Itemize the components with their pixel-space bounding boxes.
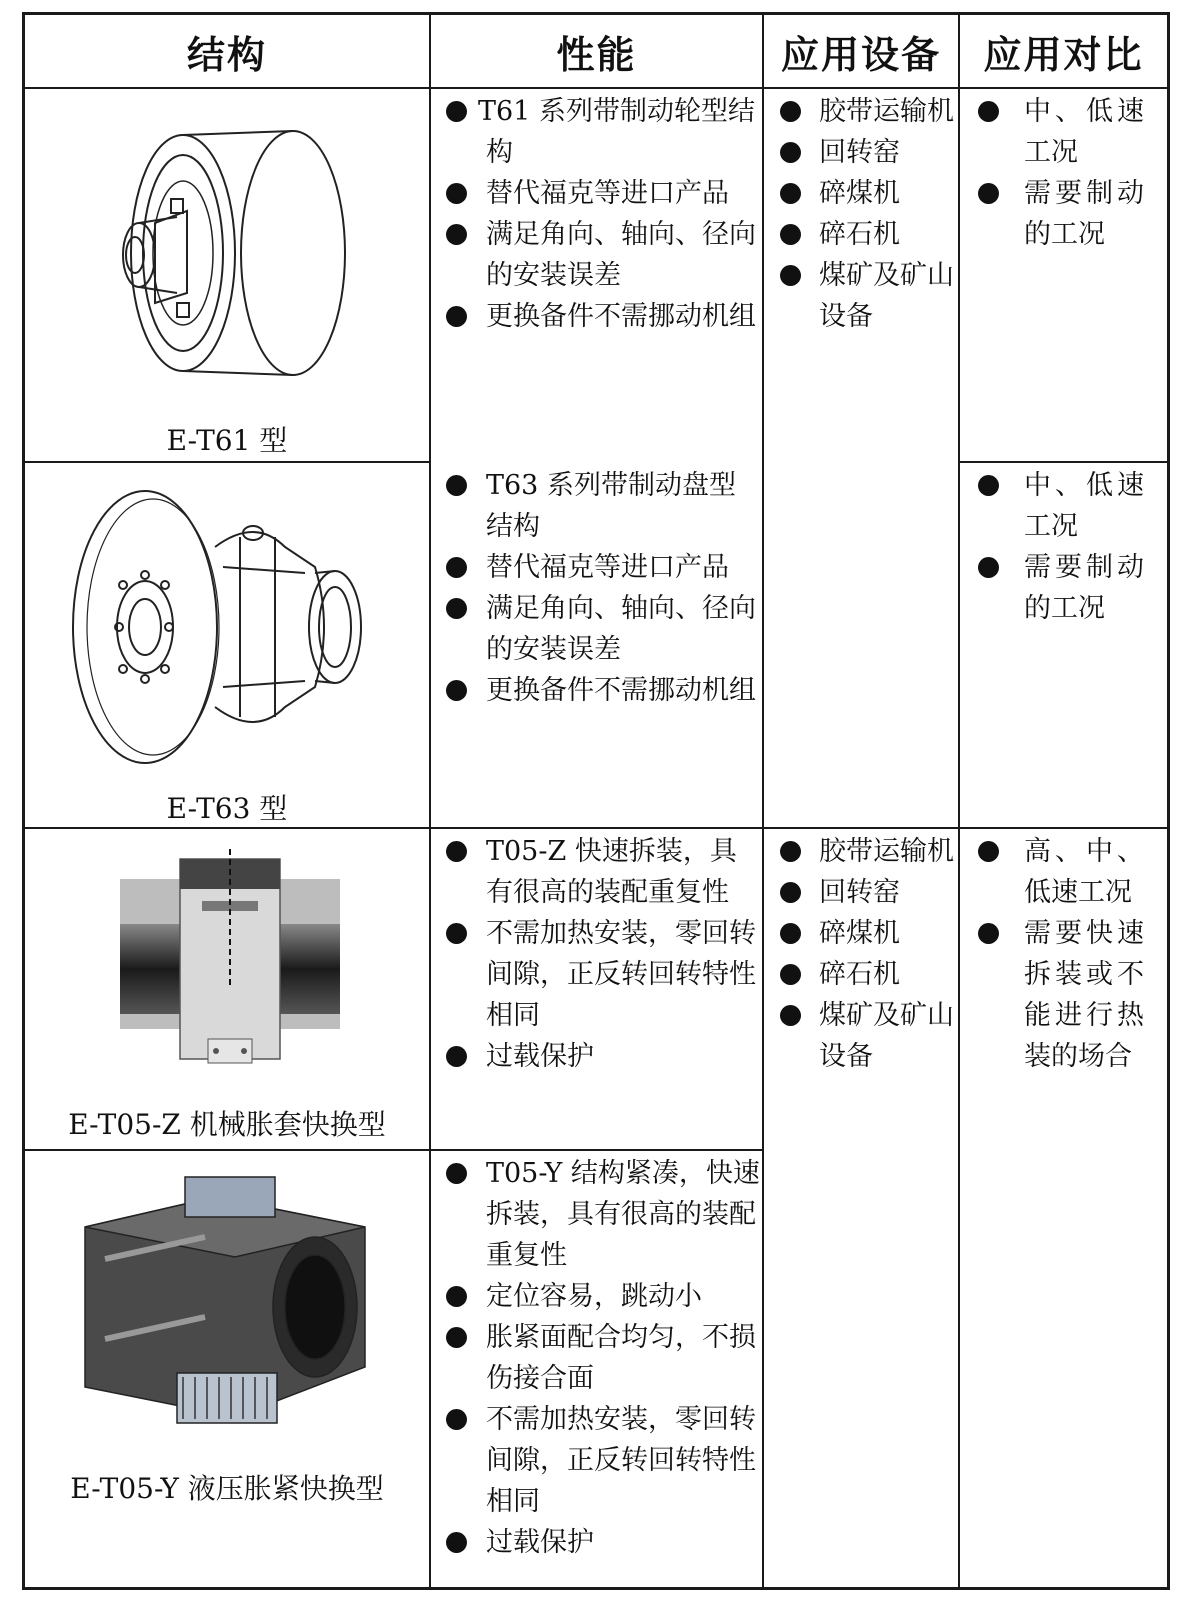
column-divider-1 xyxy=(429,12,431,1590)
performance-item: 胀紧面配合均匀，不损伤接合面 xyxy=(442,1317,760,1399)
bullet-icon xyxy=(780,265,801,286)
header-structure: 结构 xyxy=(186,31,267,77)
bullet-icon xyxy=(780,923,801,944)
comparison-item: 高、中、低速工况 xyxy=(964,831,1144,913)
bullet-icon xyxy=(446,1327,467,1348)
performance-item: 满足角向、轴向、径向的安装误差 xyxy=(442,214,758,296)
bullet-icon xyxy=(780,841,801,862)
performance-item: 过载保护 xyxy=(442,1036,760,1077)
comparison-cell-t05 xyxy=(964,831,1144,1077)
comparison-item: 中、低速工况 xyxy=(964,465,1144,547)
header-performance: 性能 xyxy=(556,31,637,77)
bullet-icon xyxy=(446,557,467,578)
bullet-icon xyxy=(780,224,801,245)
bullet-icon xyxy=(978,557,999,578)
bullet-icon xyxy=(446,183,467,204)
bullet-icon xyxy=(446,306,467,327)
application-item: 煤矿及矿山设备 xyxy=(774,995,954,1077)
bullet-icon xyxy=(978,841,999,862)
application-item: 回转窑 xyxy=(774,132,954,173)
comparison-item: 需要制动的工况 xyxy=(964,173,1144,255)
application-cell-group-2 xyxy=(774,831,954,1077)
performance-item: 替代福克等进口产品 xyxy=(442,173,758,214)
bullet-icon xyxy=(446,475,467,496)
application-item: 碎煤机 xyxy=(774,173,954,214)
bullet-icon xyxy=(446,841,467,862)
performance-cell-t63 xyxy=(442,465,758,711)
bullet-icon xyxy=(780,101,801,122)
application-item: 碎煤机 xyxy=(774,913,954,954)
header-application: 应用设备 xyxy=(780,31,941,77)
bullet-icon xyxy=(780,1005,801,1026)
bullet-icon xyxy=(978,923,999,944)
bullet-icon xyxy=(446,680,467,701)
column-divider-2 xyxy=(762,12,764,1590)
coupling-t63-drawing xyxy=(65,477,385,777)
bullet-icon xyxy=(780,142,801,163)
application-cell-group-1 xyxy=(774,91,954,337)
performance-item: 更换备件不需挪动机组 xyxy=(442,296,758,337)
structure-caption-t05y: E-T05-Y 液压胀紧快换型 xyxy=(70,1472,384,1505)
application-item: 煤矿及矿山设备 xyxy=(774,255,954,337)
structure-cell-t05y xyxy=(25,1151,429,1587)
row-divider-1-cmp xyxy=(958,461,1170,463)
performance-cell-t05y xyxy=(442,1153,760,1563)
bullet-icon xyxy=(780,964,801,985)
performance-item: 满足角向、轴向、径向的安装误差 xyxy=(442,588,758,670)
performance-item: 不需加热安装，零回转间隙，正反转回转特性相同 xyxy=(442,913,760,1036)
coupling-t05y-drawing xyxy=(65,1167,395,1437)
header-comparison: 应用对比 xyxy=(983,31,1144,77)
application-item: 碎石机 xyxy=(774,954,954,995)
performance-item: 替代福克等进口产品 xyxy=(442,547,758,588)
bullet-icon xyxy=(446,1046,467,1067)
application-item: 胶带运输机 xyxy=(774,831,954,872)
product-comparison-table xyxy=(22,12,1170,1590)
performance-item: T63 系列带制动盘型结构 xyxy=(442,465,758,547)
structure-caption-t63: E-T63 型 xyxy=(166,792,288,825)
performance-item: T05-Z 快速拆装，具有很高的装配重复性 xyxy=(442,831,760,913)
performance-item: 定位容易，跳动小 xyxy=(442,1276,760,1317)
bullet-icon xyxy=(446,1163,467,1184)
bullet-icon xyxy=(978,475,999,496)
bullet-icon xyxy=(446,1409,467,1430)
comparison-cell-t61 xyxy=(964,91,1144,255)
column-divider-3 xyxy=(958,12,960,1590)
structure-cell-t63 xyxy=(25,463,429,827)
coupling-t61-drawing xyxy=(105,103,355,403)
structure-caption-t05z: E-T05-Z 机械胀套快换型 xyxy=(68,1108,386,1141)
structure-cell-t61 xyxy=(25,89,429,461)
comparison-item: 中、低速工况 xyxy=(964,91,1144,173)
performance-item: 过载保护 xyxy=(442,1522,760,1563)
table-border-right xyxy=(1167,12,1170,1590)
bullet-icon xyxy=(446,598,467,619)
comparison-cell-t63 xyxy=(964,465,1144,629)
performance-cell-t05z xyxy=(442,831,760,1077)
coupling-t05z-drawing xyxy=(120,839,340,1069)
performance-item: T05-Y 结构紧凑，快速拆装，具有很高的装配重复性 xyxy=(442,1153,760,1276)
bullet-icon xyxy=(978,183,999,204)
performance-item: 不需加热安装，零回转间隙，正反转回转特性相同 xyxy=(442,1399,760,1522)
application-item: 胶带运输机 xyxy=(774,91,954,132)
performance-item: 更换备件不需挪动机组 xyxy=(442,670,758,711)
application-item: 回转窑 xyxy=(774,872,954,913)
bullet-icon xyxy=(446,101,467,122)
structure-cell-t05z xyxy=(25,829,429,1149)
application-item: 碎石机 xyxy=(774,214,954,255)
structure-caption-t61: E-T61 型 xyxy=(166,424,288,457)
bullet-icon xyxy=(780,183,801,204)
bullet-icon xyxy=(446,923,467,944)
comparison-item: 需要快速拆装或不能进行热装的场合 xyxy=(964,913,1144,1077)
bullet-icon xyxy=(446,1286,467,1307)
table-border-bottom xyxy=(22,1587,1170,1590)
performance-cell-t61 xyxy=(442,91,758,337)
comparison-item: 需要制动的工况 xyxy=(964,547,1144,629)
bullet-icon xyxy=(978,101,999,122)
performance-item: T61 系列带制动轮型结构 xyxy=(442,91,758,173)
bullet-icon xyxy=(446,1532,467,1553)
bullet-icon xyxy=(446,224,467,245)
bullet-icon xyxy=(780,882,801,903)
